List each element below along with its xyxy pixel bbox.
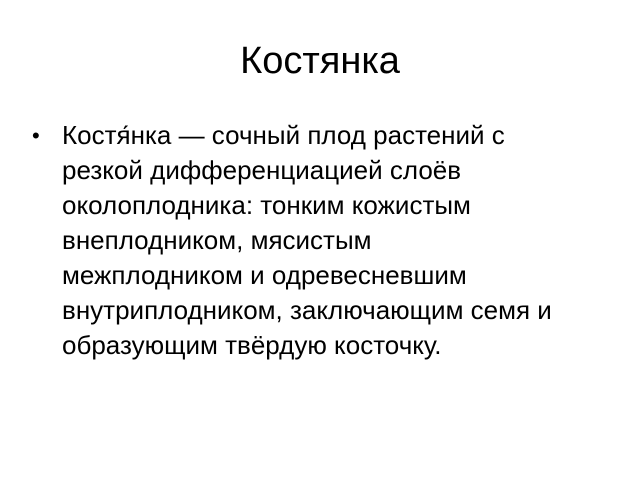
- slide-title: Костянка: [240, 40, 400, 82]
- bullet-marker: •: [32, 123, 40, 148]
- bullet-text-line: внеплодником, мясистым: [62, 225, 372, 255]
- bullet-text-line: резкой дифференциацией слоёв: [62, 155, 462, 185]
- bullet-text-line: околоплодника: тонким кожистым: [62, 190, 471, 220]
- bullet-item: [32, 118, 612, 363]
- bullet-text-line: межплодником и одревесневшим: [62, 260, 467, 290]
- bullet-list: [32, 118, 612, 363]
- bullet-text-line: образующим твёрдую косточку.: [62, 330, 442, 360]
- bullet-text-line: Костя́нка — сочный плод растений с: [62, 120, 505, 150]
- bullet-text-line: внутриплодником, заключающим семя и: [62, 295, 552, 325]
